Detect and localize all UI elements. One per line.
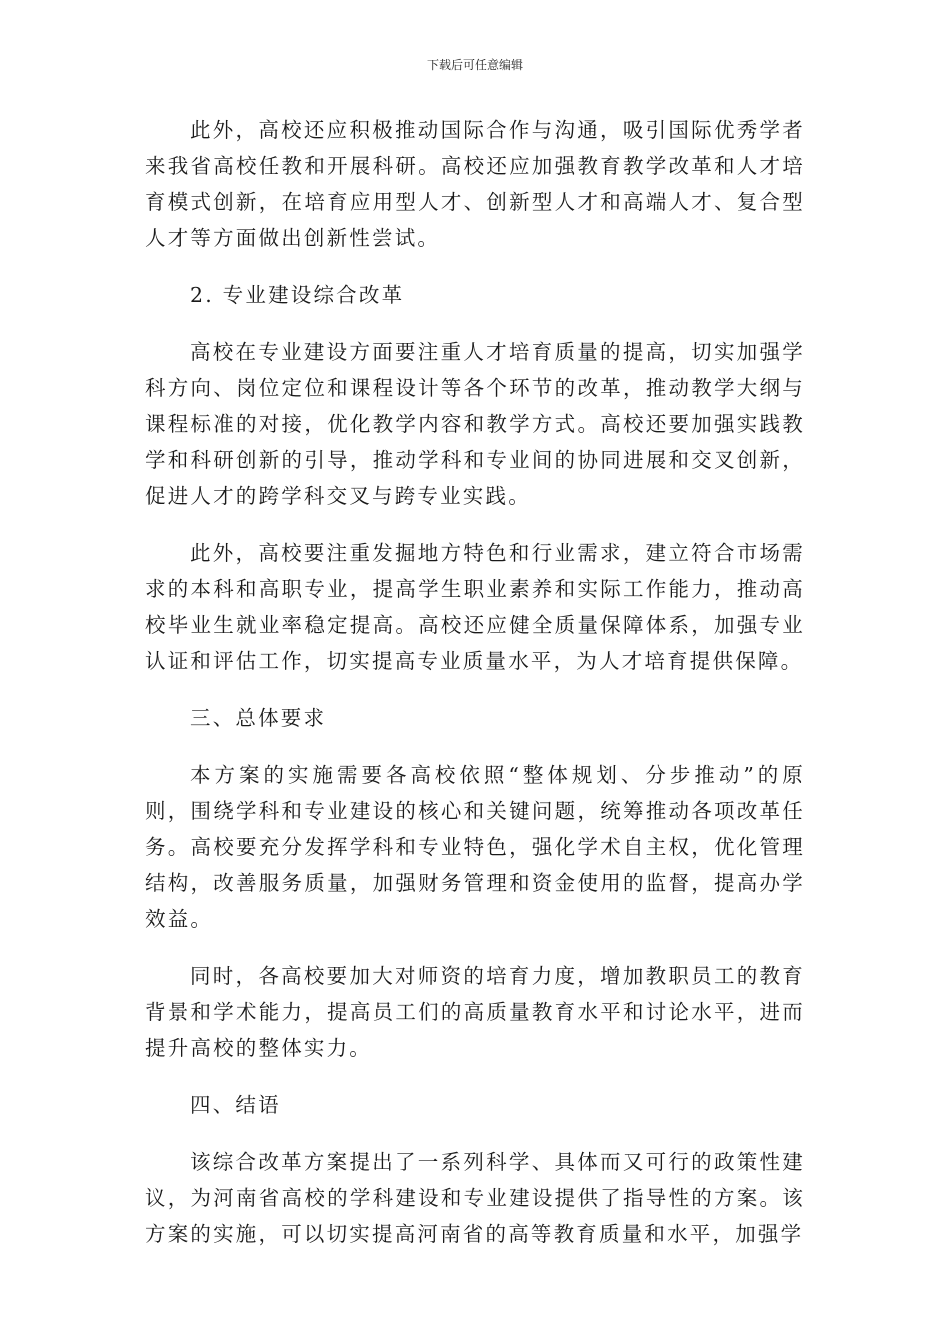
paragraph-major-construction: 高校在专业建设方面要注重人才培育质量的提高，切实加强学科方向、岗位定位和课程设计等各个环节的改革，推动教学大纲与课程标准的对接，优化教学内容和教学方式。高校还要加强实践教学和科研创新的引导，推动学科和专业间的协同进展和交叉创新，促进人才的跨学科交叉与跨专业实践。 (145, 340, 805, 508)
paragraph-local-features: 此外，高校要注重发掘地方特色和行业需求，建立符合市场需求的本科和高职专业，提高学生职业素养和实际工作能力，推动高校毕业生就业率稳定提高。高校还应健全质量保障体系，加强专业认证和评估工作，切实提高专业质量水平，为人才培育提供保障。 (145, 541, 805, 673)
document-body (145, 112, 805, 1273)
section-heading-major-reform: 2. 专业建设综合改革 (190, 283, 405, 307)
paragraph-faculty: 同时，各高校要加大对师资的培育力度，增加教职员工的教育背景和学术能力，提高员工们的高质量教育水平和讨论水平，进而提升高校的整体实力。 (145, 964, 805, 1060)
paragraph-conclusion: 该综合改革方案提出了一系列科学、具体而又可行的政策性建议，为河南省高校的学科建设和专业建设提供了指导性的方案。该方案的实施，可以切实提高河南省的高等教育质量和水平，加强学 (145, 1150, 805, 1246)
section-heading-conclusion: 四、结语 (190, 1093, 281, 1117)
paragraph-international-cooperation: 此外，高校还应积极推动国际合作与沟通，吸引国际优秀学者来我省高校任教和开展科研。高校还应加强教育教学改革和人才培育模式创新，在培育应用型人才、创新型人才和高端人才、复合型人才等方面做出创新性尝试。 (145, 118, 805, 250)
page-header-note: 下载后可任意编辑 (426, 58, 523, 72)
section-heading-general-requirements: 三、总体要求 (190, 706, 327, 730)
paragraph-implementation: 本方案的实施需要各高校依照“整体规划、分步推动”的原则，围绕学科和专业建设的核心和关键问题，统筹推动各项改革任务。高校要充分发挥学科和专业特色，强化学术自主权，优化管理结构，改善服务质量，加强财务管理和资金使用的监督，提高办学效益。 (145, 763, 805, 931)
